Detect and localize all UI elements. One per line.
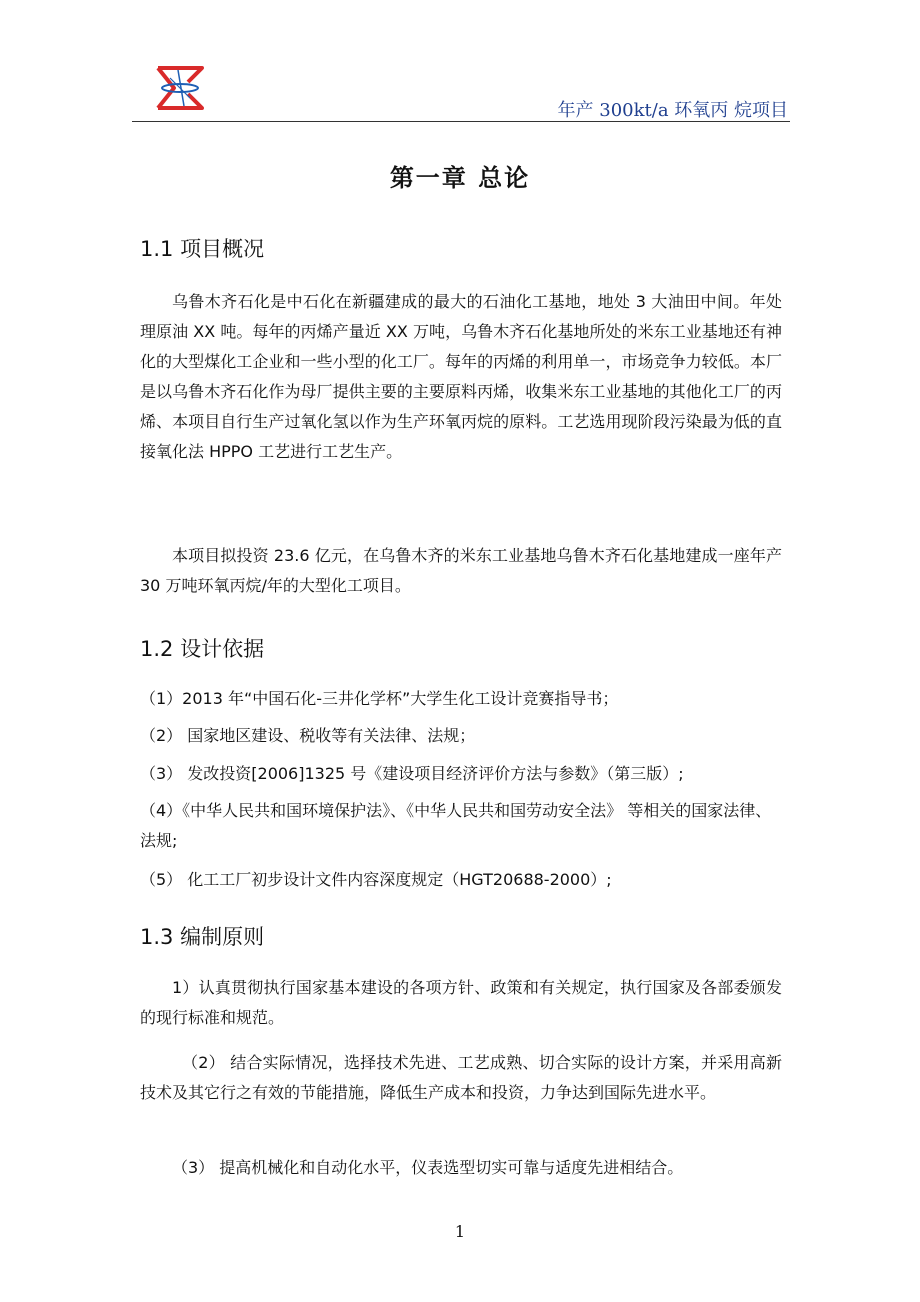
company-logo-icon (152, 60, 208, 116)
paragraph-project-overview: 乌鲁木齐石化是中石化在新疆建成的最大的石油化工基地，地处 3 大油田中间。年处理原油 XX 吨。每年的丙烯产量近 XX 万吨，乌鲁木齐石化基地所处的米东工业基地还有神化的大型煤化工企业和一些小型的化工厂。每年的丙烯的利用单一，市场竞争力较低。本厂是以乌鲁木齐石化作为母厂提供主要的主要原料丙烯，收集米东工业基地的其他化工厂的丙烯、本项目自行生产过氧化氢以作为生产环氧丙烷的原料。工艺选用现阶段污染最为低的直接氧化法 HPPO 工艺进行工艺生产。 (140, 292, 782, 461)
principle-paragraph-1: 1）认真贯彻执行国家基本建设的各项方针、政策和有关规定，执行国家及各部委颁发的现行标准和规范。 (140, 978, 782, 1027)
design-basis-item-5: （5） 化工工厂初步设计文件内容深度规定（HGT20688-2000）; (140, 870, 612, 889)
design-basis-item-3: （3） 发改投资[2006]1325 号《建设项目经济评价方法与参数》（第三版）; (140, 764, 684, 783)
chapter-title: 第一章 总论 (389, 164, 531, 192)
header-project-title: 年产 300kt/a 环氧丙 烷项目 (557, 100, 788, 121)
page-number: 1 (454, 1222, 466, 1241)
header-divider (132, 121, 790, 122)
section-heading-1-2: 1.2 设计依据 (140, 637, 265, 661)
section-heading-1-1: 1.1 项目概况 (140, 237, 265, 261)
section-heading-1-3: 1.3 编制原则 (140, 925, 265, 949)
principle-paragraph-2: （2） 结合实际情况，选择技术先进、工艺成熟、切合实际的设计方案，并采用高新技术及其它行之有效的节能措施，降低生产成本和投资，力争达到国际先进水平。 (140, 1053, 782, 1102)
design-basis-item-1: （1）2013 年“中国石化-三井化学杯”大学生化工设计竞赛指导书； (140, 689, 619, 708)
principle-paragraph-3: （3） 提高机械化和自动化水平，仪表选型切实可靠与适度先进相结合。 (172, 1158, 684, 1177)
design-basis-item-4: （4）《中华人民共和国环境保护法》、《中华人民共和国劳动安全法》 等相关的国家法律、法规; (140, 801, 772, 850)
design-basis-item-2: （2） 国家地区建设、税收等有关法律、法规； (140, 726, 476, 745)
paragraph-investment: 本项目拟投资 23.6 亿元，在乌鲁木齐的米东工业基地乌鲁木齐石化基地建成一座年产 30 万吨环氧丙烷/年的大型化工项目。 (140, 546, 782, 595)
